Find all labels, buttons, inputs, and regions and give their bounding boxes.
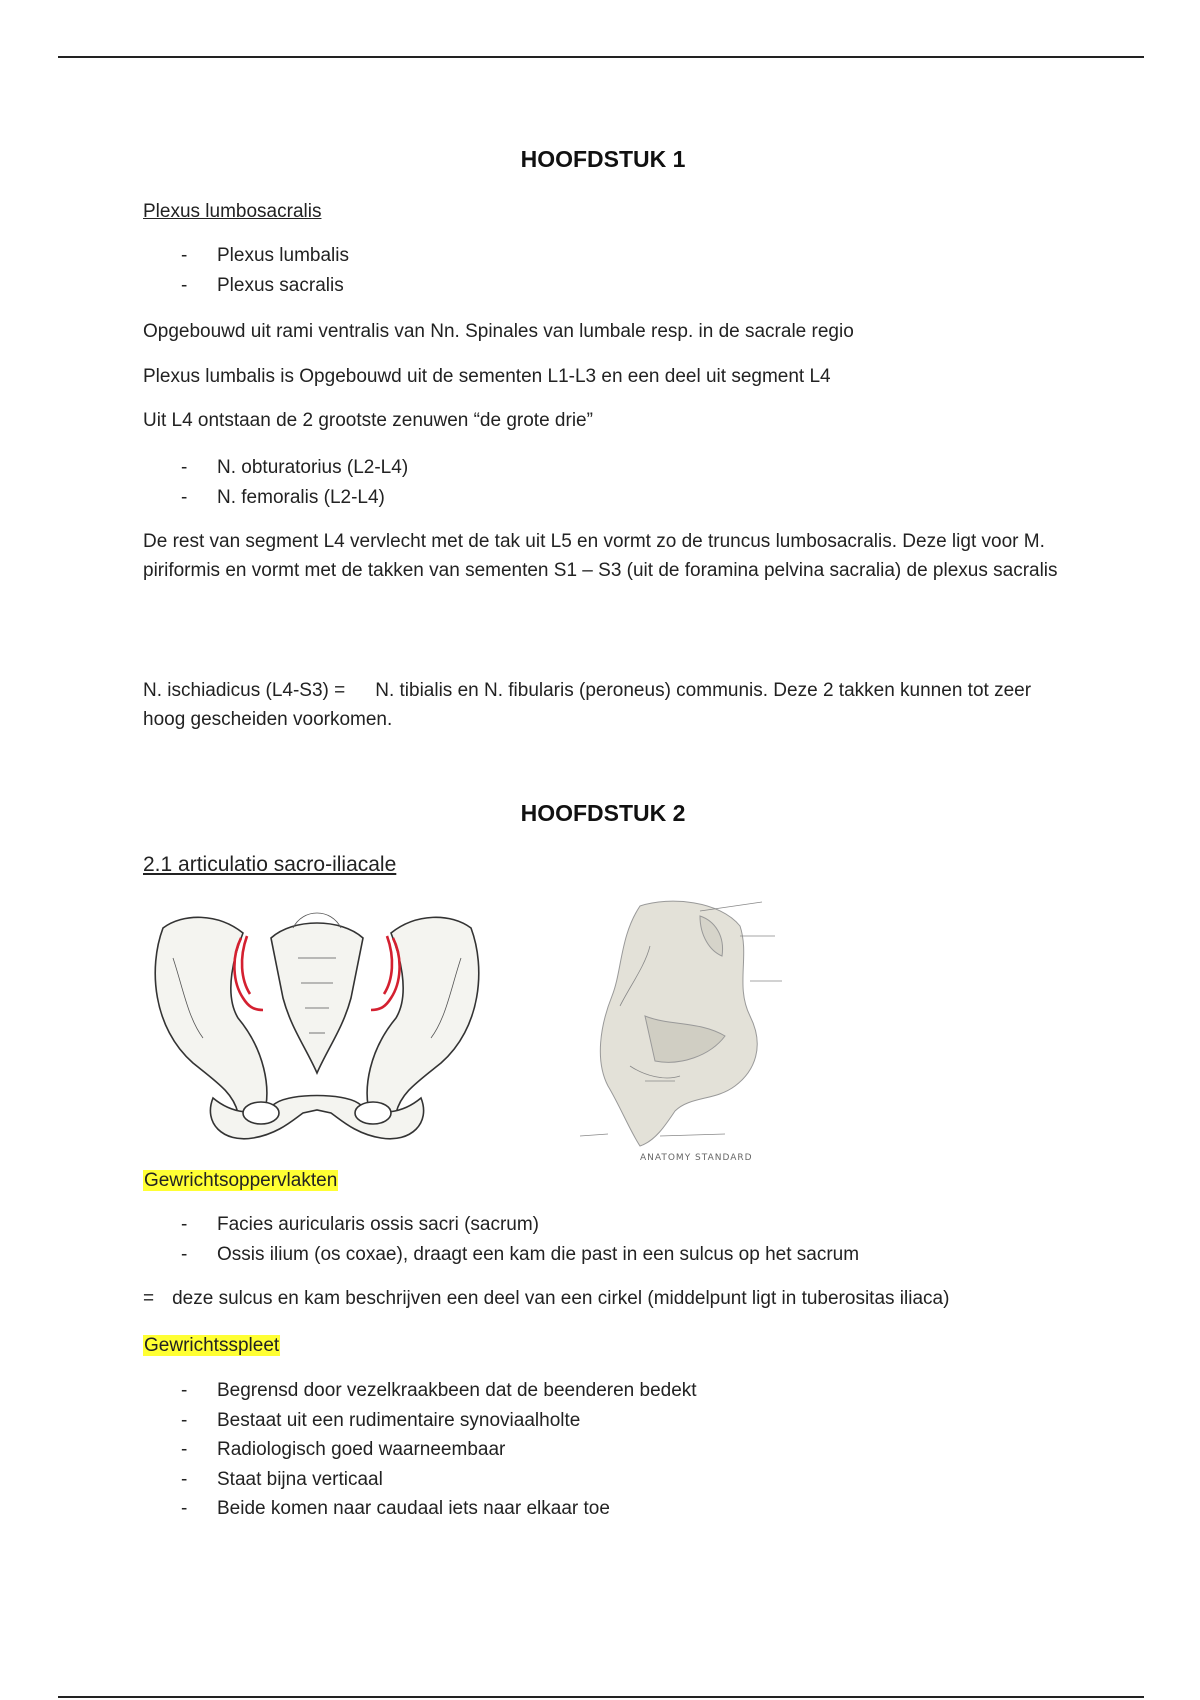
surfaces-list [143,1210,859,1269]
sacrum-lateral-figure [550,896,810,1164]
sulcus-kam-text: deze sulcus en kam beschrijven een deel van een cirkel (middelpunt ligt in tuberositas iliaca) [172,1288,950,1309]
list-item: - Facies auricularis ossis sacri (sacrum) [143,1210,859,1240]
subtitle-plexus-lumbosacralis: Plexus lumbosacralis [143,201,322,222]
plexus-list [143,241,349,300]
highlight-gewrichtsspleet: Gewrichtsspleet [144,1335,280,1356]
anatomy-standard-label: ANATOMY STANDARD [640,1153,753,1163]
list-item: - Radiologisch goed waarneembaar [143,1435,697,1465]
paragraph-plexus-lumbalis: Plexus lumbalis is Opgebouwd uit de sementen L1-L3 en een deel uit segment L4 [143,366,831,387]
ischiadicus-text: N. tibialis en N. fibularis (peroneus) communis. Deze 2 takken kunnen tot zeer hoog gescheiden voorkomen. [143,680,1032,730]
list-item: - Bestaat uit een rudimentaire synoviaalholte [143,1406,697,1436]
list-item: - Plexus sacralis [143,271,349,301]
chapter-1-title: HOOFDSTUK 1 [520,146,686,172]
list-item: - N. obturatorius (L2-L4) [143,453,408,483]
paragraph-sulcus-kam [143,1284,1063,1313]
paragraph-uit-l4: Uit L4 ontstaan de 2 grootste zenuwen “de grote drie” [143,410,593,431]
list-item: - Beide komen naar caudaal iets naar elkaar toe [143,1494,697,1524]
list-item: - Begrensd door vezelkraakbeen dat de beenderen bedekt [143,1376,697,1406]
pelvis-front-figure [143,898,491,1148]
section-title-sacro-iliacale: 2.1 articulatio sacro-iliacale [143,853,397,876]
chapter-2-title: HOOFDSTUK 2 [520,800,686,826]
nerves-list [143,453,408,512]
footer-rule [58,1696,1144,1698]
paragraph-truncus: De rest van segment L4 vervlecht met de tak uit L5 en vormt zo de truncus lumbosacralis. Deze ligt voor M. piriformis en vormt met de takken van sementen S1 – S3 (uit de foramina pelvina sacralia) de plexus sacralis [143,531,1058,581]
list-item: - N. femoralis (L2-L4) [143,483,408,513]
list-item: - Staat bijna verticaal [143,1465,697,1495]
list-item: - Plexus lumbalis [143,241,349,271]
heading-gewrichtsspleet [143,1331,1063,1360]
header-rule [58,56,1144,58]
ischiadicus-label: N. ischiadicus (L4-S3) = [143,680,346,701]
heading-gewrichtsoppervlakten [143,1166,1063,1195]
paragraph-ischiadicus [143,676,1063,734]
paragraph-opgebouwd: Opgebouwd uit rami ventralis van Nn. Spinales van lumbale resp. in de sacrale regio [143,321,854,342]
highlight-gewrichtsoppervlakten: Gewrichtsoppervlakten [144,1170,338,1191]
gap-list [143,1376,697,1524]
equals-sign: = [143,1288,155,1309]
list-item: - Ossis ilium (os coxae), draagt een kam die past in een sulcus op het sacrum [143,1240,859,1270]
